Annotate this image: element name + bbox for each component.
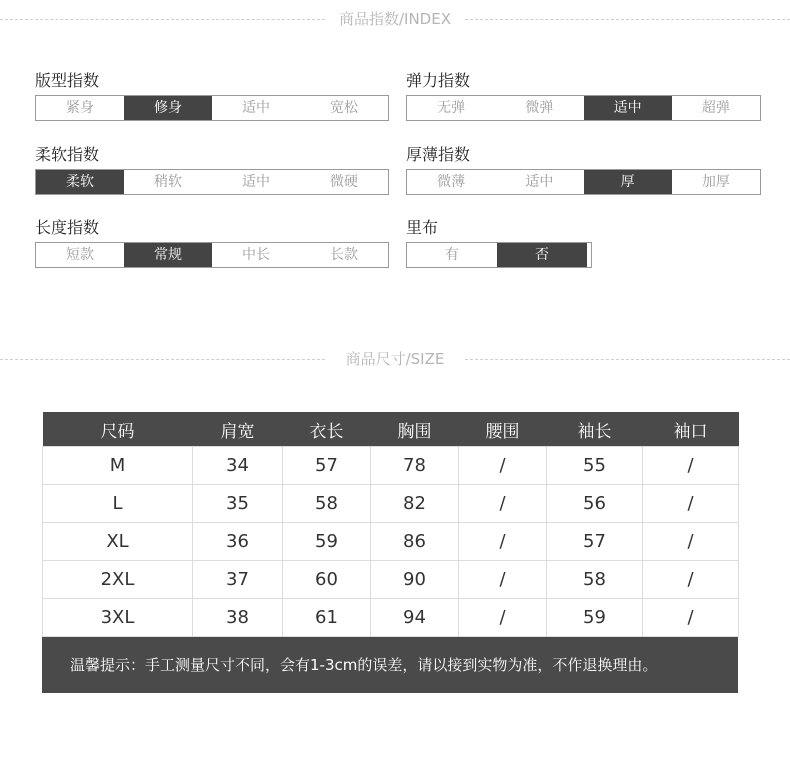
size-table	[42, 412, 739, 637]
thickness-index-label: 厚薄指数	[406, 145, 471, 164]
table-cell: 37	[193, 561, 283, 599]
table-cell: 58	[547, 561, 643, 599]
header-cuff: 袖口	[643, 412, 739, 447]
softness-option: 柔软	[36, 170, 124, 194]
index-section-title: 商品指数/INDEX	[331, 10, 459, 28]
table-cell: 55	[547, 447, 643, 485]
table-cell: 34	[193, 447, 283, 485]
length-index-label: 长度指数	[35, 218, 100, 237]
thickness-option: 加厚	[701, 174, 730, 190]
size-section-title: 商品尺寸/SIZE	[338, 350, 453, 368]
table-cell: 58	[283, 485, 371, 523]
fit-option: 宽松	[330, 100, 358, 116]
table-cell: 57	[547, 523, 643, 561]
softness-index-label: 柔软指数	[35, 145, 100, 164]
thickness-index-bar	[406, 169, 761, 195]
length-option: 中长	[242, 247, 270, 263]
table-cell: 61	[283, 599, 371, 637]
table-cell: 38	[193, 599, 283, 637]
softness-option: 稍软	[154, 174, 182, 190]
elasticity-index-bar	[406, 95, 761, 121]
table-cell: 3XL	[43, 599, 193, 637]
table-cell: 78	[371, 447, 459, 485]
header-length: 衣长	[283, 412, 371, 447]
table-row	[43, 599, 739, 637]
table-cell: 90	[371, 561, 459, 599]
thickness-option: 微薄	[437, 174, 466, 190]
size-section-header	[0, 349, 790, 369]
thickness-option: 适中	[525, 174, 554, 190]
fit-index-bar	[35, 95, 389, 121]
fit-option: 修身	[124, 96, 212, 120]
table-cell: 57	[283, 447, 371, 485]
header-sleeve: 袖长	[547, 412, 643, 447]
table-cell: 86	[371, 523, 459, 561]
fit-option: 紧身	[66, 100, 94, 116]
table-cell: /	[459, 523, 547, 561]
table-cell: 2XL	[43, 561, 193, 599]
elasticity-index-label: 弹力指数	[406, 71, 471, 90]
length-option: 常规	[124, 243, 212, 267]
length-option: 长款	[330, 247, 358, 263]
elasticity-option: 超弹	[701, 100, 730, 116]
table-cell: 59	[547, 599, 643, 637]
lining-option: 否	[497, 243, 587, 267]
index-section-header	[0, 9, 790, 29]
table-row	[43, 561, 739, 599]
size-table-header-row	[43, 412, 739, 447]
table-cell: /	[459, 561, 547, 599]
table-cell: 60	[283, 561, 371, 599]
header-shoulder: 肩宽	[193, 412, 283, 447]
table-cell: /	[643, 485, 739, 523]
table-cell: 94	[371, 599, 459, 637]
table-cell: /	[643, 523, 739, 561]
lining-bar	[406, 242, 592, 268]
length-index-bar	[35, 242, 389, 268]
table-cell: 35	[193, 485, 283, 523]
thickness-option: 厚	[584, 170, 672, 194]
table-row	[43, 447, 739, 485]
header-size: 尺码	[43, 412, 193, 447]
elasticity-option: 微弹	[525, 100, 554, 116]
table-row	[43, 485, 739, 523]
softness-index-bar	[35, 169, 389, 195]
length-option: 短款	[66, 247, 94, 263]
table-cell: 56	[547, 485, 643, 523]
softness-option: 适中	[242, 174, 270, 190]
softness-option: 微硬	[330, 174, 358, 190]
elasticity-option: 适中	[584, 96, 672, 120]
table-cell: /	[643, 447, 739, 485]
table-cell: /	[643, 561, 739, 599]
table-cell: 59	[283, 523, 371, 561]
header-chest: 胸围	[371, 412, 459, 447]
table-cell: /	[459, 599, 547, 637]
table-cell: M	[43, 447, 193, 485]
size-note: 温馨提示：手工测量尺寸不同，会有1-3cm的误差，请以接到实物为准，不作退换理由。	[42, 637, 738, 693]
table-cell: 36	[193, 523, 283, 561]
lining-option: 有	[445, 247, 459, 263]
header-waist: 腰围	[459, 412, 547, 447]
table-cell: L	[43, 485, 193, 523]
lining-label: 里布	[406, 218, 439, 237]
table-cell: /	[643, 599, 739, 637]
table-cell: XL	[43, 523, 193, 561]
fit-option: 适中	[242, 100, 270, 116]
table-cell: /	[459, 447, 547, 485]
table-row	[43, 523, 739, 561]
fit-index-label: 版型指数	[35, 71, 100, 90]
elasticity-option: 无弹	[437, 100, 466, 116]
table-cell: /	[459, 485, 547, 523]
table-cell: 82	[371, 485, 459, 523]
